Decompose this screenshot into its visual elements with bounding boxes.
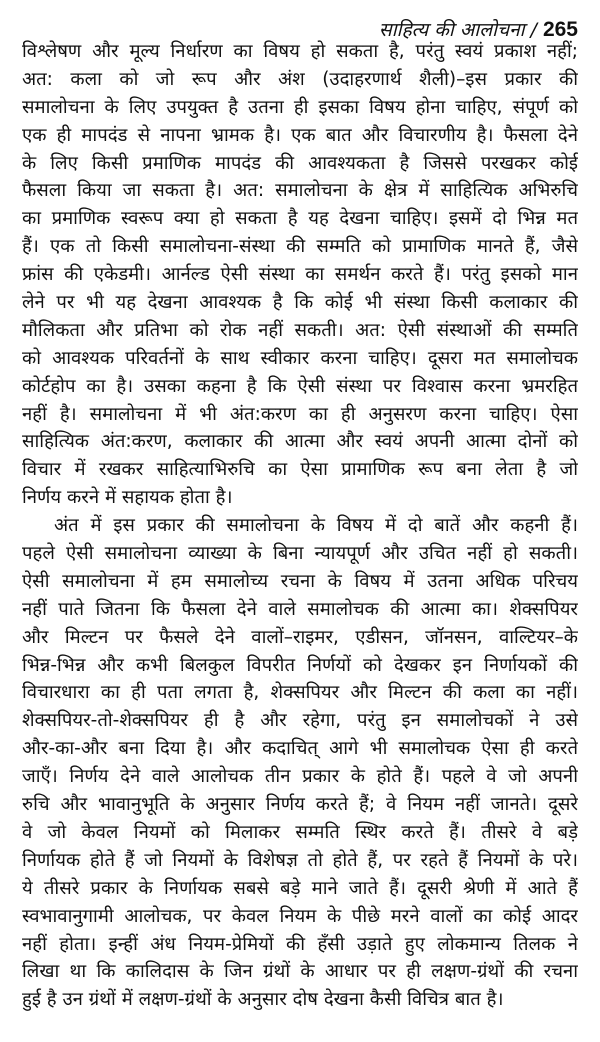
- text-line: पहले ऐसी समालोचना व्याख्या के बिना न्यायपूर्ण और उचित नहीं हो सकती।: [22, 543, 578, 565]
- text-line: विचारधारा का ही पता लगता है, शेक्सपियर और मिल्टन की कला का नहीं।: [22, 682, 578, 704]
- text-line: ऐसी समालोचना में हम समालोच्य रचना के विषय में उतना अधिक परिचय: [22, 570, 578, 592]
- text-line: एक ही मापदंड से नापना भ्रामक है। एक बात और विचारणीय है। फैसला देने: [22, 124, 578, 146]
- text-line: भिन्न-भिन्न और कभी बिलकुल विपरीत निर्णयों को देखकर इन निर्णायकों की: [22, 654, 578, 676]
- text-line: शेक्सपियर-तो-शेक्सपियर ही है और रहेगा, परंतु इन समालोचकों ने उसे: [22, 710, 578, 732]
- text-line: अत: कला को जो रूप और अंश (उदाहरणार्थ शैली)–इस प्रकार की: [22, 68, 578, 90]
- text-line: निर्णय करने में सहायक होता है।: [22, 487, 233, 509]
- text-line: विश्लेषण और मूल्य निर्धारण का विषय हो सकता है, परंतु स्वयं प्रकाश नहीं;: [22, 41, 578, 62]
- text-line: नहीं होता। इन्हीं अंध नियम-प्रेमियों की हँसी उड़ाते हुए लोकमान्य तिलक ने: [22, 933, 578, 955]
- text-line: नहीं है। समालोचना में भी अंत:करण का ही अनुसरण करना चाहिए। ऐसा: [22, 403, 578, 425]
- text-line: मौलिकता और प्रतिभा को रोक नहीं सकती। अत: ऐसी संस्थाओं की सम्मति: [22, 319, 578, 341]
- text-line: लिखा था कि कालिदास के जिन ग्रंथों के आधार पर ही लक्षण-ग्रंथों की रचना: [22, 961, 578, 983]
- text-line: के लिए किसी प्रमाणिक मापदंड की आवश्यकता है जिससे परखकर कोई: [22, 152, 578, 174]
- text-line: हुई है उन ग्रंथों में लक्षण-ग्रंथों के अनुसार दोष देखना कैसी विचित्र बात है।: [22, 989, 504, 1011]
- text-line: नहीं पाते जितना कि फैसला देने वाले समालोचक की आत्मा का। शेक्सपियर: [22, 598, 578, 620]
- text-line: कोर्टहोप का है। उसका कहना है कि ऐसी संस्था पर विश्वास करना भ्रमरहित: [22, 375, 578, 397]
- text-line: लेने पर भी यह देखना आवश्यक है कि कोई भी संस्था किसी कलाकार की: [22, 292, 578, 314]
- text-line: विचार में रखकर साहित्याभिरुचि का ऐसा प्रामाणिक रूप बना लेता है जो: [22, 459, 578, 481]
- text-line: का प्रमाणिक स्वरूप क्या हो सकता है यह देखना चाहिए। इसमें दो भिन्न मत: [22, 208, 578, 230]
- body-text: [22, 38, 578, 1014]
- page-number: 265: [542, 18, 578, 41]
- text-line: को आवश्यक परिवर्तनों के साथ स्वीकार करना चाहिए। दूसरा मत समालोचक: [22, 347, 578, 369]
- running-title: साहित्य की आलोचना: [378, 19, 525, 41]
- text-line: स्वभावानुगामी आलोचक, पर केवल नियम के पीछे मरने वालों का कोई आदर: [22, 905, 578, 927]
- text-line: और मिल्टन पर फैसले देने वालों–राइमर, एडीसन, जॉनसन, वाल्टियर–के: [22, 626, 578, 648]
- text-line: फ्रांस की एकेडमी। आर्नल्ड ऐसी संस्था का समर्थन करते हैं। परंतु इसको मान: [22, 264, 578, 286]
- text-line: और-का-और बना दिया है। और कदाचित् आगे भी समालोचक ऐसा ही करते: [22, 738, 578, 760]
- text-line: हैं। एक तो किसी समालोचना-संस्था की सम्मति को प्रामाणिक मानते हैं, जैसे: [22, 236, 578, 258]
- text-line: अंत में इस प्रकार की समालोचना के विषय में दो बातें और कहनी हैं।: [54, 515, 578, 537]
- text-line: ये तीसरे प्रकार के निर्णायक सबसे बड़े माने जाते हैं। दूसरी श्रेणी में आते हैं: [22, 877, 578, 899]
- text-line: फैसला किया जा सकता है। अत: समालोचना के क्षेत्र में साहित्यिक अभिरुचि: [22, 180, 578, 202]
- text-line: समालोचना के लिए उपयुक्त है उतना ही इसका विषय होना चाहिए, संपूर्ण को: [22, 96, 578, 118]
- text-line: वे जो केवल नियमों को मिलाकर सम्मति स्थिर करते हैं। तीसरे वे बड़े: [22, 821, 578, 843]
- text-line: साहित्यिक अंत:करण, कलाकार की आत्मा और स्वयं अपनी आत्मा दोनों को: [22, 431, 578, 453]
- header-separator: /: [530, 19, 537, 41]
- text-line: रुचि और भावानुभूति के अनुसार निर्णय करते हैं; वे नियम नहीं जानते। दूसरे: [22, 794, 578, 816]
- text-line: जाएँ। निर्णय देने वाले आलोचक तीन प्रकार के होते हैं। पहले वे जो अपनी: [22, 766, 578, 788]
- text-line: निर्णायक होते हैं जो नियमों के विशेषज्ञ तो होते हैं, पर रहते हैं नियमों के परे।: [22, 849, 578, 871]
